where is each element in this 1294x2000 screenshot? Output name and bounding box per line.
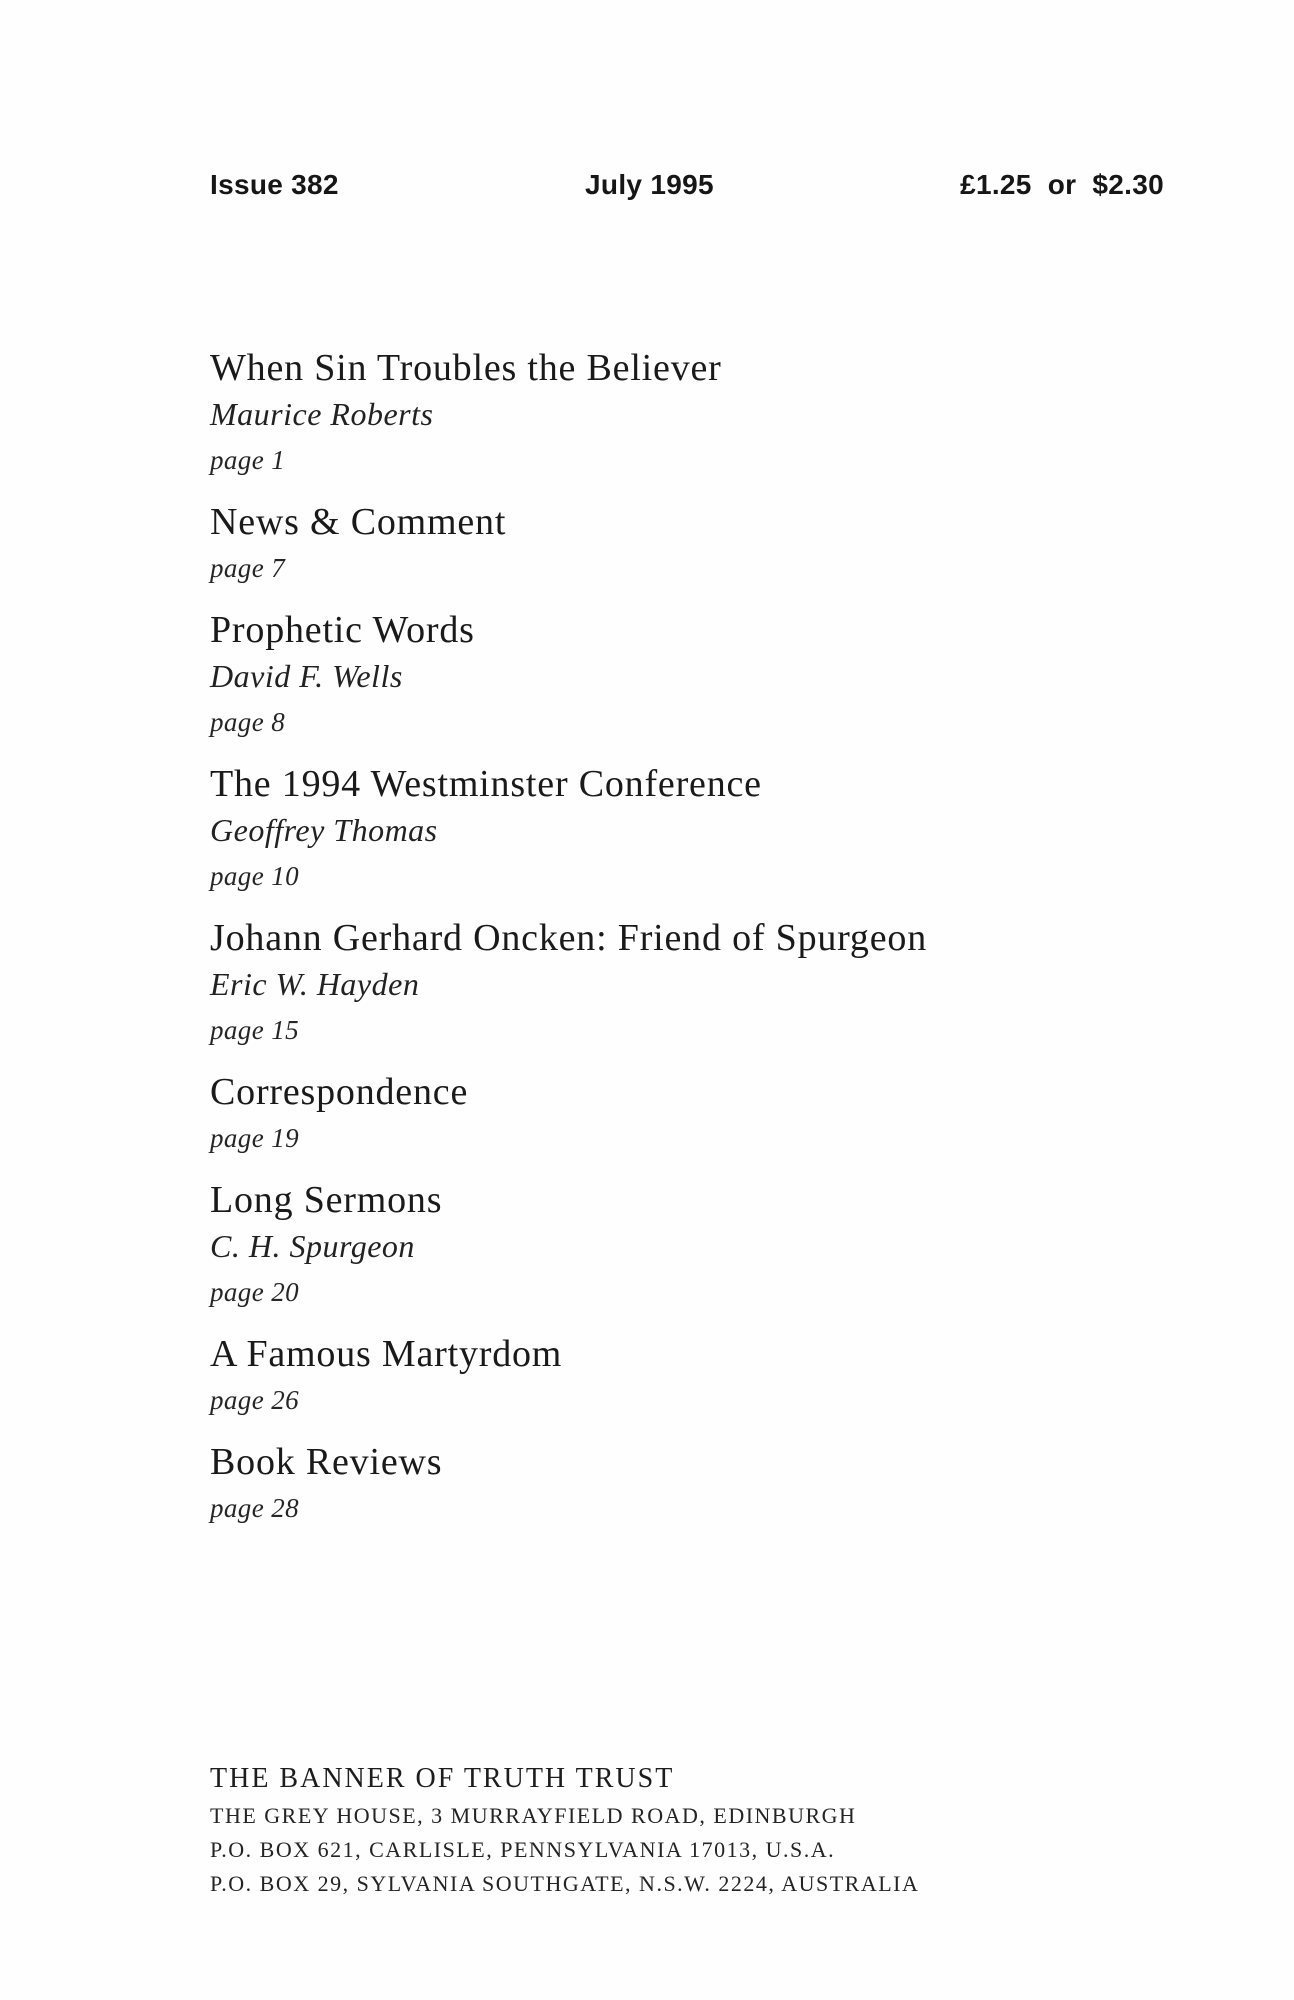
toc-entry-page: page 8 (210, 707, 286, 737)
toc-entry (210, 1177, 1164, 1315)
toc-entry-title: Prophetic Words (210, 609, 475, 651)
publisher-address-usa: P.O. BOX 621, CARLISLE, PENNSYLVANIA 17013, U.S.A. (210, 1837, 836, 1862)
toc-entry-author: Geoffrey Thomas (210, 812, 438, 848)
masthead (210, 170, 1164, 200)
toc-entry-page: page 1 (210, 445, 286, 475)
toc-entry-page: page 19 (210, 1123, 300, 1153)
toc-entry (210, 915, 1164, 1053)
issue-date: July 1995 (585, 169, 714, 200)
toc-entry (210, 761, 1164, 899)
toc-entry (210, 499, 1164, 591)
toc-entry-page: page 28 (210, 1493, 300, 1523)
toc-entry-title: The 1994 Westminster Conference (210, 763, 762, 805)
toc-entry-page: page 20 (210, 1277, 300, 1307)
toc-entry-page: page 15 (210, 1015, 300, 1045)
toc-entry (210, 1439, 1164, 1531)
publisher-name: THE BANNER OF TRUTH TRUST (210, 1763, 675, 1794)
toc-entry-author: David F. Wells (210, 658, 403, 694)
imprint (210, 1759, 1164, 1901)
toc-entry-title: News & Comment (210, 501, 507, 543)
toc-entry-page: page 7 (210, 553, 286, 583)
toc-entry (210, 607, 1164, 745)
issue-number: Issue 382 (210, 169, 339, 200)
publisher-address-edinburgh: THE GREY HOUSE, 3 MURRAYFIELD ROAD, EDINBURGH (210, 1803, 857, 1828)
issue-price: £1.25 or $2.30 (960, 169, 1164, 200)
toc-entry-title: Correspondence (210, 1071, 469, 1113)
toc-entry-author: C. H. Spurgeon (210, 1228, 415, 1264)
toc-entry-title: Long Sermons (210, 1179, 443, 1221)
toc-entry-page: page 26 (210, 1385, 300, 1415)
toc-entry-author: Maurice Roberts (210, 396, 434, 432)
toc-entry-author: Eric W. Hayden (210, 966, 420, 1002)
toc-entry-page: page 10 (210, 861, 300, 891)
toc-entry-title: A Famous Martyrdom (210, 1333, 563, 1375)
toc-entry-title: Johann Gerhard Oncken: Friend of Spurgeon (210, 917, 928, 959)
toc-entry-title: Book Reviews (210, 1441, 443, 1483)
toc-entry (210, 1331, 1164, 1423)
toc-entry-title: When Sin Troubles the Believer (210, 347, 722, 389)
table-of-contents (210, 345, 1164, 1531)
toc-entry (210, 1069, 1164, 1161)
toc-entry (210, 345, 1164, 483)
publisher-address-australia: P.O. BOX 29, SYLVANIA SOUTHGATE, N.S.W. 2224, AUSTRALIA (210, 1871, 920, 1896)
